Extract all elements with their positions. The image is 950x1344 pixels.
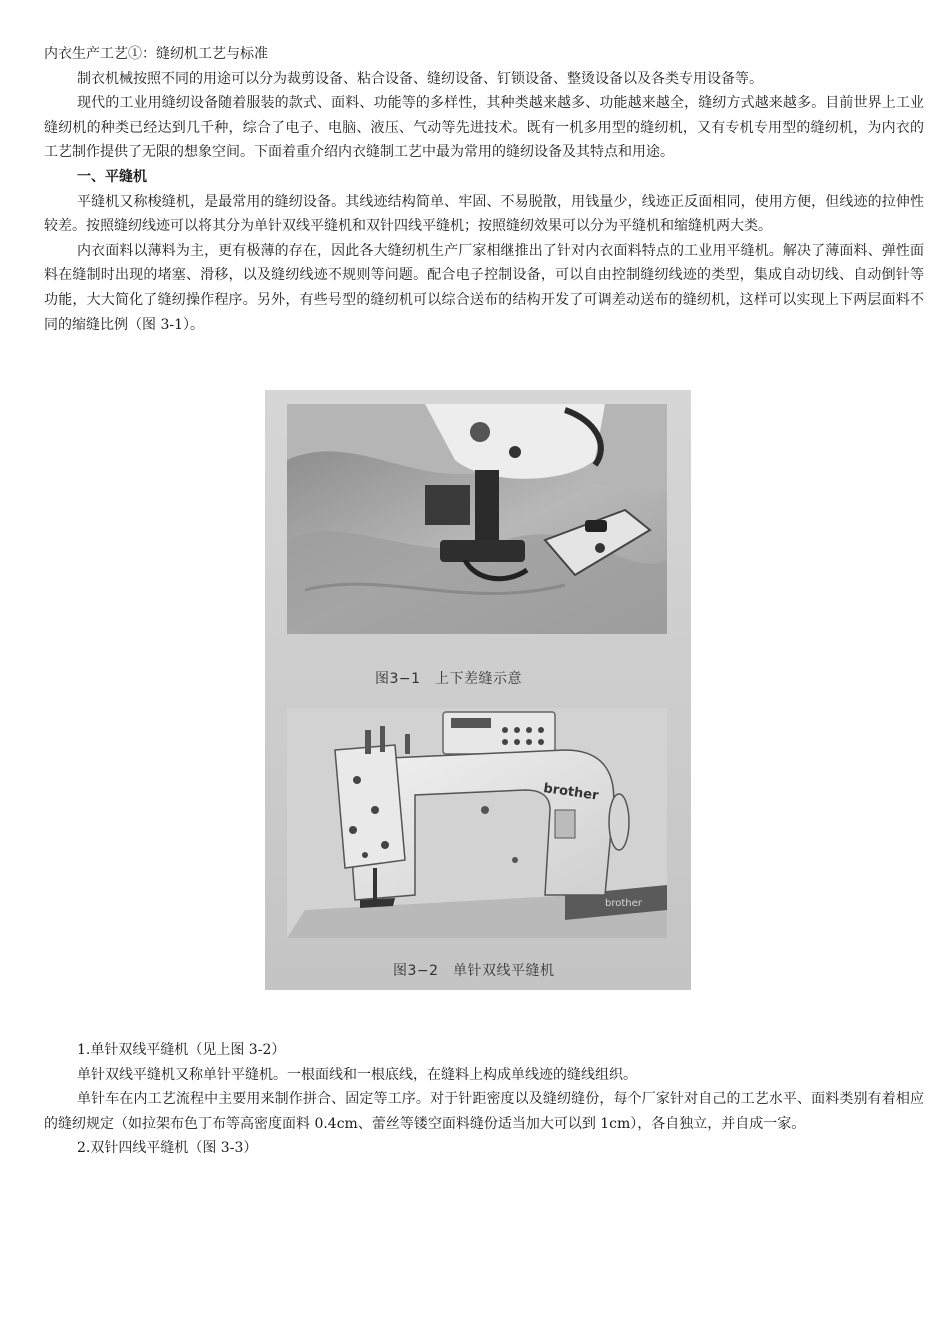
- text-block-top: [44, 42, 924, 337]
- figure-caption-3-2: 图3−2 单针双线平缝机: [393, 963, 555, 979]
- paragraph: 平缝机又称梭缝机，是最常用的缝纫设备。其线迹结构简单、牢固、不易脱散，用钱量少，线迹正反面相同，使用方便，但线迹的拉伸性较差。按照缝纫线迹可以将其分为单针双线平缝机和双针四线平缝机；按照缝纫效果可以分为平缝机和缩缝机两大类。: [44, 193, 924, 235]
- paragraph: 制衣机械按照不同的用途可以分为裁剪设备、粘合设备、缝纫设备、钉锁设备、整烫设备以及各类专用设备等。: [77, 70, 763, 87]
- brand-label-table: brother: [605, 898, 642, 909]
- fig3-2-photo: [287, 708, 667, 938]
- paragraph: 现代的工业用缝纫设备随着服装的款式、面料、功能等的多样性，其种类越来越多、功能越来越全，缝纫方式越来越多。目前世界上工业缝纫机的种类已经达到几千种，综合了电子、电脑、液压、气动等先进技术。既有一机多用型的缝纫机，又有专机专用型的缝纫机，为内衣的工艺制作提供了无限的想象空间。下面着重介绍内衣缝制工艺中最为常用的缝纫设备及其特点和用途。: [44, 95, 924, 161]
- paragraph: 单针车在内工艺流程中主要用来制作拼合、固定等工序。对于针距密度以及缝纫缝份，每个厂家针对自己的工艺水平、面料类别有着相应的缝纫规定（如拉架布色丁布等高密度面料 0.4cm、蕾丝等镂空面料缝份适当加大可以到 1cm），各自独立，并自成一家。: [44, 1091, 924, 1132]
- section-heading: 一、平缝机: [77, 168, 147, 185]
- text-block-bottom: [44, 1038, 924, 1161]
- paragraph: 内衣面料以薄料为主，更有极薄的存在，因此各大缝纫机生产厂家相继推出了针对内衣面料特点的工业用平缝机。解决了薄面料、弹性面料在缝制时出现的堵塞、滑移，以及缝纫线迹不规则等问题。配合电子控制设备，可以自由控制缝纫线迹的类型，集成自动切线、自动倒针等功能，大大简化了缝纫操作程序。另外，有些号型的缝纫机可以综合送布的结构开发了可调差动送布的缝纫机，这样可以实现上下两层面料不同的缩缝比例（图 3-1）。: [44, 242, 924, 333]
- figure-sewing-machines: [265, 390, 691, 990]
- figure-caption-3-1: 图3−1 上下差缝示意: [375, 671, 523, 687]
- document-title: 内衣生产工艺①：缝纫机工艺与标准: [44, 46, 268, 62]
- figure-photo: [265, 390, 691, 990]
- subheading: 2.双针四线平缝机（图 3-3）: [77, 1140, 258, 1157]
- paragraph: 单针双线平缝机又称单针平缝机。一根面线和一根底线，在缝料上构成单线迹的缝线组织。: [77, 1066, 637, 1083]
- brand-label-arm: brother: [542, 781, 600, 804]
- subheading: 1.单针双线平缝机（见上图 3-2）: [77, 1042, 286, 1058]
- fig3-1-photo: [287, 404, 667, 634]
